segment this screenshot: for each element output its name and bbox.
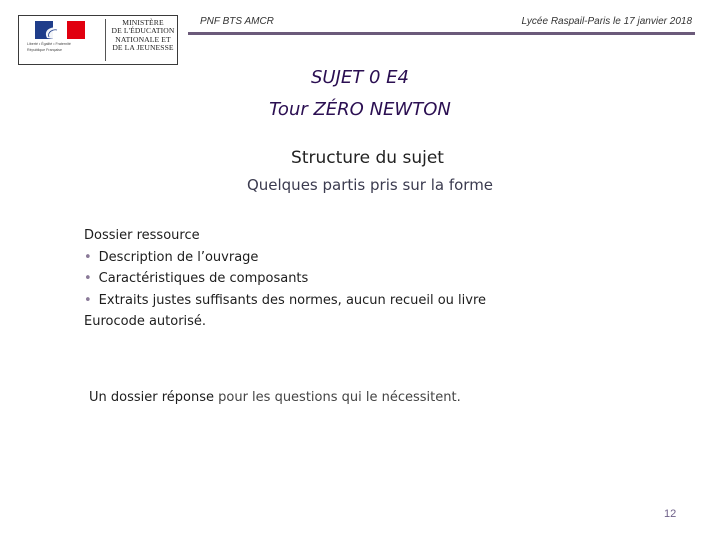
section-heading: Structure du sujet — [291, 148, 444, 168]
list-item-text: Extraits justes suffisants des normes, aucun recueil ou livre — [98, 292, 487, 308]
bullet-icon: • — [84, 249, 92, 265]
logo-divider — [105, 19, 106, 61]
dossier-reponse-rest: pour les questions qui le nécessitent. — [214, 390, 461, 405]
list-item — [84, 290, 564, 312]
ministry-line: MINISTÈRE — [122, 18, 164, 27]
header-course: PNF BTS AMCR — [200, 16, 274, 27]
header-rule — [188, 32, 695, 35]
list-item-continuation: Eurocode autorisé. — [84, 314, 207, 329]
list-item — [84, 247, 564, 269]
ministry-line: NATIONALE ET — [115, 34, 171, 44]
bullet-icon: • — [84, 292, 92, 308]
section-subheading: Quelques partis pris sur la forme — [246, 176, 494, 194]
list-item-text: Description de l’ouvrage — [98, 249, 259, 265]
list-item — [84, 268, 564, 290]
logo-republic: République Française — [27, 48, 62, 52]
slide-title-line2: Tour ZÉRO NEWTON — [269, 99, 451, 120]
dossier-reponse-emphasis: Un dossier réponse — [89, 390, 214, 405]
ministry-line: DE L'ÉDUCATION — [111, 26, 175, 36]
ministry-name — [109, 19, 177, 53]
list-item-text: Caractéristiques de composants — [98, 271, 309, 286]
page-number: 12 — [664, 508, 677, 520]
header-date: Lycée Raspail-Paris le 17 janvier 2018 — [521, 16, 692, 27]
dossier-reponse-text — [89, 390, 461, 405]
bullet-icon: • — [84, 271, 92, 286]
ministry-logo — [18, 15, 178, 65]
logo-motto: Liberté • Égalité • Fraternité — [27, 42, 71, 46]
dossier-heading: Dossier ressource — [84, 228, 200, 243]
marianne-logo-icon — [25, 20, 99, 60]
slide-title-line1: SUJET 0 E4 — [311, 67, 409, 88]
dossier-ressource — [84, 225, 564, 333]
ministry-line: DE LA JEUNESSE — [112, 43, 174, 53]
